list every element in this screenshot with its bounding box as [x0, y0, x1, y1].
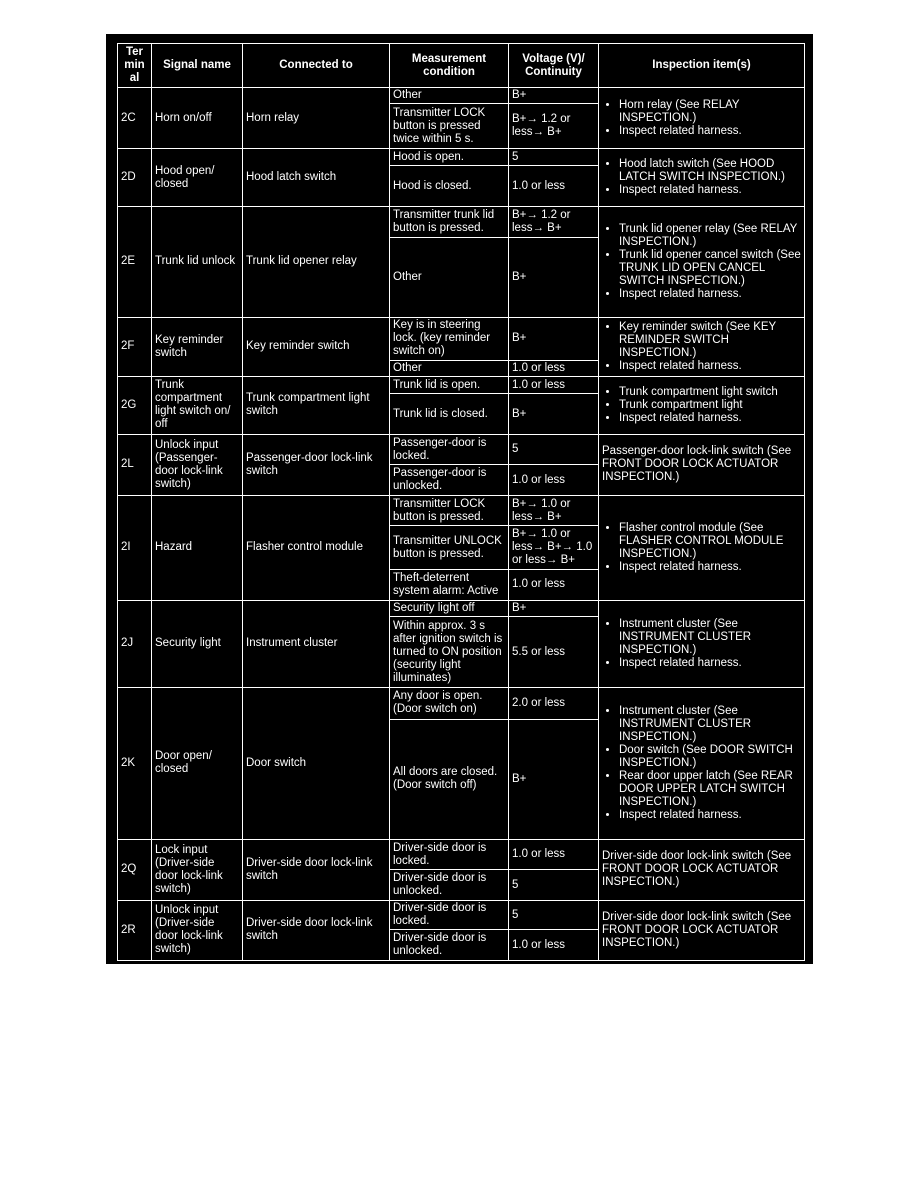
list-item: • Horn relay (See RELAY INSPECTION.) [619, 99, 801, 125]
table-row [118, 600, 805, 616]
voltage-cell: 1.0 or less [509, 166, 599, 207]
list-item: • Instrument cluster (See INSTRUMENT CLUSTER INSPECTION.) [619, 705, 801, 744]
list-item: • Hood latch switch (See HOOD LATCH SWITCH INSPECTION.) [619, 158, 801, 184]
table-row [118, 839, 805, 870]
table-row [118, 149, 805, 166]
table-row [118, 376, 805, 393]
voltage-cell: 5 [509, 149, 599, 166]
list-item: • Trunk compartment light switch [619, 386, 801, 399]
inspection-cell [599, 600, 805, 687]
measurement-cell: Trunk lid is open. [390, 376, 509, 393]
signal-cell: Door open/ closed [152, 688, 243, 840]
inspection-cell: Driver-side door lock-link switch (See FRONT DOOR LOCK ACTUATOR INSPECTION.) [599, 839, 805, 900]
header-terminal: Ter min al [118, 44, 152, 88]
terminal-cell: 2F [118, 317, 152, 376]
table-row [118, 495, 805, 526]
terminal-cell: 2D [118, 149, 152, 207]
measurement-cell: Other [390, 360, 509, 376]
inspection-list [602, 99, 801, 138]
inspection-list [602, 705, 801, 822]
inspection-cell [599, 495, 805, 600]
terminal-cell: 2I [118, 495, 152, 600]
signal-cell: Key reminder switch [152, 317, 243, 376]
voltage-cell: 2.0 or less [509, 688, 599, 720]
list-item: • Inspect related harness. [619, 412, 801, 425]
voltage-cell: 1.0 or less [509, 465, 599, 496]
terminal-spec-table [117, 43, 805, 961]
voltage-cell: B+→ 1.2 or less→ B+ [509, 207, 599, 238]
signal-cell: Hazard [152, 495, 243, 600]
measurement-cell: Transmitter LOCK button is pressed twice within 5 s. [390, 104, 509, 149]
list-item: • Instrument cluster (See INSTRUMENT CLUSTER INSPECTION.) [619, 618, 801, 657]
table-row [118, 317, 805, 360]
inspection-cell [599, 149, 805, 207]
voltage-cell: B+→ 1.2 or less→ B+ [509, 104, 599, 149]
list-item: • Key reminder switch (See KEY REMINDER SWITCH INSPECTION.) [619, 321, 801, 360]
connected-cell: Passenger-door lock-link switch [243, 434, 390, 495]
table-row [118, 207, 805, 238]
list-item: • Inspect related harness. [619, 184, 801, 197]
connected-cell: Instrument cluster [243, 600, 390, 687]
list-item: • Door switch (See DOOR SWITCH INSPECTION.) [619, 744, 801, 770]
voltage-cell: 5 [509, 870, 599, 901]
header-connected-to: Connected to [243, 44, 390, 88]
connected-cell: Driver-side door lock-link switch [243, 900, 390, 960]
connected-cell: Door switch [243, 688, 390, 840]
header-inspection-items: Inspection item(s) [599, 44, 805, 88]
terminal-cell: 2G [118, 376, 152, 434]
voltage-cell: 1.0 or less [509, 839, 599, 870]
measurement-cell: Driver-side door is unlocked. [390, 870, 509, 901]
list-item: • Flasher control module (See FLASHER CONTROL MODULE INSPECTION.) [619, 522, 801, 561]
measurement-cell: Theft-deterrent system alarm: Active [390, 570, 509, 601]
voltage-cell: B+→ 1.0 or less→ B+ [509, 495, 599, 526]
list-item: • Inspect related harness. [619, 125, 801, 138]
measurement-cell: Security light off [390, 600, 509, 616]
voltage-cell: B+ [509, 719, 599, 839]
measurement-cell: Other [390, 237, 509, 317]
signal-cell: Trunk lid unlock [152, 207, 243, 318]
terminal-cell: 2E [118, 207, 152, 318]
voltage-cell: 1.0 or less [509, 360, 599, 376]
list-item: • Inspect related harness. [619, 561, 801, 574]
terminal-cell: 2J [118, 600, 152, 687]
terminal-cell: 2L [118, 434, 152, 495]
connected-cell: Trunk lid opener relay [243, 207, 390, 318]
list-item: • Inspect related harness. [619, 288, 801, 301]
measurement-cell: Hood is closed. [390, 166, 509, 207]
connected-cell: Driver-side door lock-link switch [243, 839, 390, 900]
table-row [118, 900, 805, 930]
inspection-cell: Driver-side door lock-link switch (See FRONT DOOR LOCK ACTUATOR INSPECTION.) [599, 900, 805, 960]
inspection-cell [599, 317, 805, 376]
measurement-cell: Passenger-door is locked. [390, 434, 509, 465]
list-item: • Inspect related harness. [619, 360, 801, 373]
inspection-list [602, 386, 801, 425]
inspection-list [602, 321, 801, 373]
terminal-cell: 2R [118, 900, 152, 960]
signal-cell: Lock input (Driver-side door lock-link switch) [152, 839, 243, 900]
measurement-cell: Transmitter trunk lid button is pressed. [390, 207, 509, 238]
list-item: • Trunk compartment light [619, 399, 801, 412]
table-header-row [118, 44, 805, 88]
inspection-list [602, 618, 801, 670]
inspection-cell [599, 207, 805, 318]
voltage-cell: 1.0 or less [509, 570, 599, 601]
inspection-cell [599, 376, 805, 434]
table-row [118, 88, 805, 104]
header-voltage-continuity: Voltage (V)/ Continuity [509, 44, 599, 88]
voltage-cell: B+ [509, 88, 599, 104]
voltage-cell: B+→ 1.0 or less→ B+→ 1.0 or less→ B+ [509, 526, 599, 570]
measurement-cell: Trunk lid is closed. [390, 394, 509, 435]
signal-cell: Unlock input (Passenger- door lock-link switch) [152, 434, 243, 495]
measurement-cell: Driver-side door is locked. [390, 839, 509, 870]
inspection-list [602, 223, 801, 301]
inspection-cell: Passenger-door lock-link switch (See FRONT DOOR LOCK ACTUATOR INSPECTION.) [599, 434, 805, 495]
terminal-cell: 2C [118, 88, 152, 149]
voltage-cell: B+ [509, 237, 599, 317]
list-item: • Inspect related harness. [619, 657, 801, 670]
voltage-cell: 1.0 or less [509, 930, 599, 961]
voltage-cell: 1.0 or less [509, 376, 599, 393]
measurement-cell: Within approx. 3 s after ignition switch is turned to ON position (security light illuminates) [390, 616, 509, 687]
signal-cell: Unlock input (Driver-side door lock-link switch) [152, 900, 243, 960]
connected-cell: Flasher control module [243, 495, 390, 600]
terminal-cell: 2Q [118, 839, 152, 900]
list-item: • Inspect related harness. [619, 809, 801, 822]
voltage-cell: 5 [509, 434, 599, 465]
scanned-page [106, 34, 813, 964]
measurement-cell: Other [390, 88, 509, 104]
measurement-cell: Driver-side door is locked. [390, 900, 509, 930]
list-item: • Trunk lid opener relay (See RELAY INSPECTION.) [619, 223, 801, 249]
voltage-cell: B+ [509, 317, 599, 360]
measurement-cell: Driver-side door is unlocked. [390, 930, 509, 961]
header-signal-name: Signal name [152, 44, 243, 88]
measurement-cell: Transmitter LOCK button is pressed. [390, 495, 509, 526]
inspection-cell [599, 688, 805, 840]
signal-cell: Hood open/ closed [152, 149, 243, 207]
measurement-cell: Transmitter UNLOCK button is pressed. [390, 526, 509, 570]
voltage-cell: B+ [509, 600, 599, 616]
voltage-cell: B+ [509, 394, 599, 435]
header-measurement-condition: Measurement condition [390, 44, 509, 88]
voltage-cell: 5 [509, 900, 599, 930]
inspection-list [602, 522, 801, 574]
measurement-cell: Any door is open. (Door switch on) [390, 688, 509, 720]
measurement-cell: Hood is open. [390, 149, 509, 166]
list-item: • Trunk lid opener cancel switch (See TRUNK LID OPEN CANCEL SWITCH INSPECTION.) [619, 249, 801, 288]
inspection-cell [599, 88, 805, 149]
inspection-list [602, 158, 801, 197]
signal-cell: Horn on/off [152, 88, 243, 149]
list-item: • Rear door upper latch (See REAR DOOR UPPER LATCH SWITCH INSPECTION.) [619, 770, 801, 809]
connected-cell: Key reminder switch [243, 317, 390, 376]
connected-cell: Trunk compartment light switch [243, 376, 390, 434]
table-row [118, 688, 805, 720]
measurement-cell: Key is in steering lock. (key reminder switch on) [390, 317, 509, 360]
signal-cell: Trunk compartment light switch on/ off [152, 376, 243, 434]
connected-cell: Horn relay [243, 88, 390, 149]
terminal-cell: 2K [118, 688, 152, 840]
measurement-cell: All doors are closed. (Door switch off) [390, 719, 509, 839]
measurement-cell: Passenger-door is unlocked. [390, 465, 509, 496]
connected-cell: Hood latch switch [243, 149, 390, 207]
voltage-cell: 5.5 or less [509, 616, 599, 687]
table-row [118, 434, 805, 465]
signal-cell: Security light [152, 600, 243, 687]
